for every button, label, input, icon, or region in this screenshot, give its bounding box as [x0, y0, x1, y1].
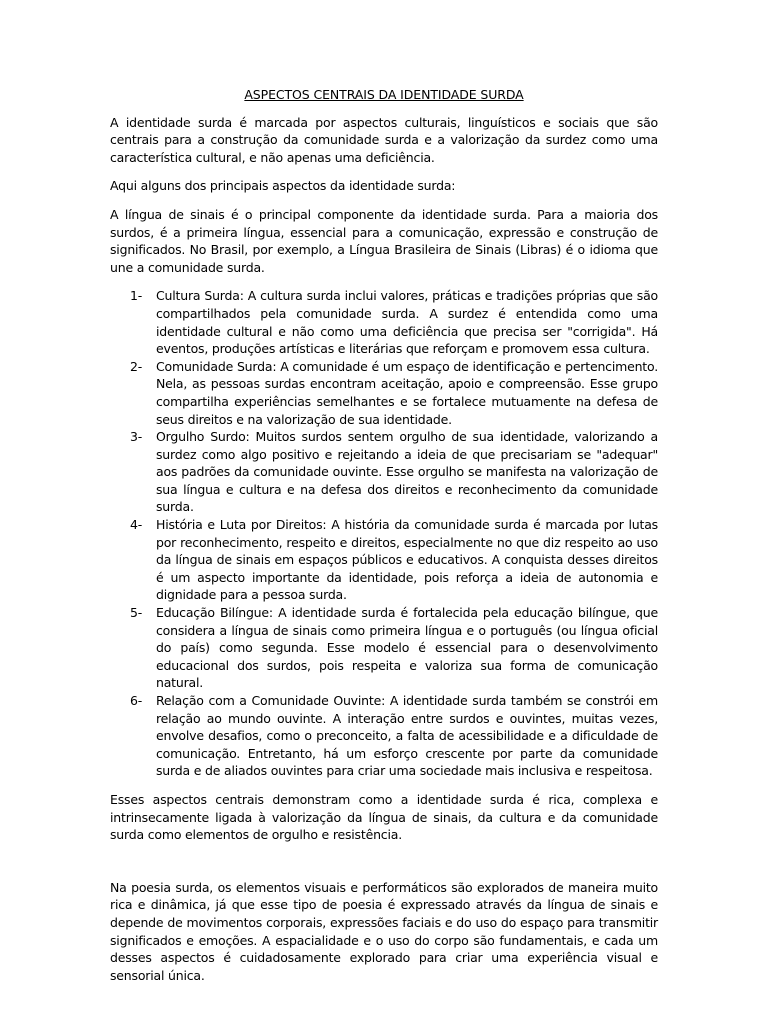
- list-item: [110, 428, 658, 516]
- sign-language-paragraph: A língua de sinais é o principal componente da identidade surda. Para a maioria dos surdos, é a primeira língua, essencial para a comunicação, expressão e construção de significados. No Brasil, por exemplo, a Língua Brasileira de Sinais (Libras) é o idioma que une a comunidade surda.: [110, 206, 658, 275]
- document-body: [110, 86, 658, 995]
- list-item-number: 1-: [130, 288, 143, 304]
- lead-paragraph: Aqui alguns dos principais aspectos da identidade surda:: [110, 178, 456, 194]
- list-item-number: 6-: [130, 693, 143, 708]
- list-item: [110, 287, 658, 357]
- list-item: [110, 692, 658, 780]
- list-item-text: Cultura Surda: A cultura surda inclui valores, práticas e tradições próprias que são compartilhados pela comunidade surda. A surdez é entendida como uma identidade cultural e não como uma deficiência que precisa ser "corrigida". Há eventos, produções artísticas e literárias que reforçam e promovem essa cultura.: [156, 288, 658, 357]
- list-item-text: Comunidade Surda: A comunidade é um espaço de identificação e pertencimento. Nela, as pessoas surdas encontram aceitação, apoio e compreensão. Esse grupo compartilha experiências semelhantes e se fortalece mutuamente na defesa de seus direitos e na valorização de sua identidade.: [156, 358, 658, 427]
- list-item-text: Educação Bilíngue: A identidade surda é fortalecida pela educação bilíngue, que considera a língua de sinais como primeira língua e o português (ou língua oficial do país) como segunda. Esse modelo é essencial para o desenvolvimento educacional dos surdos, pois respeita e valoriza sua forma de comunicação natural.: [156, 605, 658, 691]
- document-title: ASPECTOS CENTRAIS DA IDENTIDADE SURDA: [244, 87, 524, 102]
- list-item-number: 2-: [130, 358, 143, 374]
- list-item-number: 4-: [130, 517, 143, 533]
- conclusion-paragraph: Esses aspectos centrais demonstram como a identidade surda é rica, complexa e intrinsecamente ligada à valorização da língua de sinais, da cultura e da comunidade surda como elementos de orgulho e resistência.: [110, 791, 658, 843]
- list-item-number: 3-: [130, 429, 143, 445]
- list-item: [110, 358, 658, 428]
- list-item: [110, 516, 658, 604]
- list-item-text: Relação com a Comunidade Ouvinte: A identidade surda também se constrói em relação ao mundo ouvinte. A interação entre surdos e ouvintes, muitas vezes, envolve desafios, como o preconceito, a falta de acessibilidade e a dificuldade de comunicação. Entretanto, há um esforço crescente por parte da comunidade surda e de aliados ouvintes para criar uma sociedade mais inclusiva e respeitosa.: [156, 693, 658, 779]
- poetry-paragraph: Na poesia surda, os elementos visuais e performáticos são explorados de maneira muito rica e dinâmica, já que esse tipo de poesia é expressado através da língua de sinais e depende de movimentos corporais, expressões faciais e do uso do espaço para transmitir significados e emoções. A espacialidade e o uso do corpo são fundamentais, e cada um desses aspectos é cuidadosamente explorado para criar uma experiência visual e sensorial única.: [110, 879, 658, 983]
- paragraph-spacer: [110, 855, 658, 879]
- intro-paragraph: A identidade surda é marcada por aspectos culturais, linguísticos e sociais que são centrais para a construção da comunidade surda e a valorização da surdez como uma característica cultural, e não apenas uma deficiência.: [110, 114, 658, 165]
- list-item: [110, 604, 658, 692]
- aspects-list: [110, 287, 658, 780]
- list-item-text: História e Luta por Direitos: A história da comunidade surda é marcada por lutas por reconhecimento, respeito e direitos, especialmente no que diz respeito ao uso da língua de sinais em espaços públicos e educativos. A conquista desses direitos é um aspecto importante da identidade, pois reforça a ideia de autonomia e dignidade para a pessoa surda.: [156, 517, 658, 603]
- list-item-text: Orgulho Surdo: Muitos surdos sentem orgulho de sua identidade, valorizando a surdez como algo positivo e rejeitando a ideia de que precisariam se "adequar" aos padrões da comunidade ouvinte. Esse orgulho se manifesta na valorização de sua língua e cultura e na defesa dos direitos e reconhecimento da comunidade surda.: [156, 429, 658, 515]
- list-item-number: 5-: [130, 605, 143, 621]
